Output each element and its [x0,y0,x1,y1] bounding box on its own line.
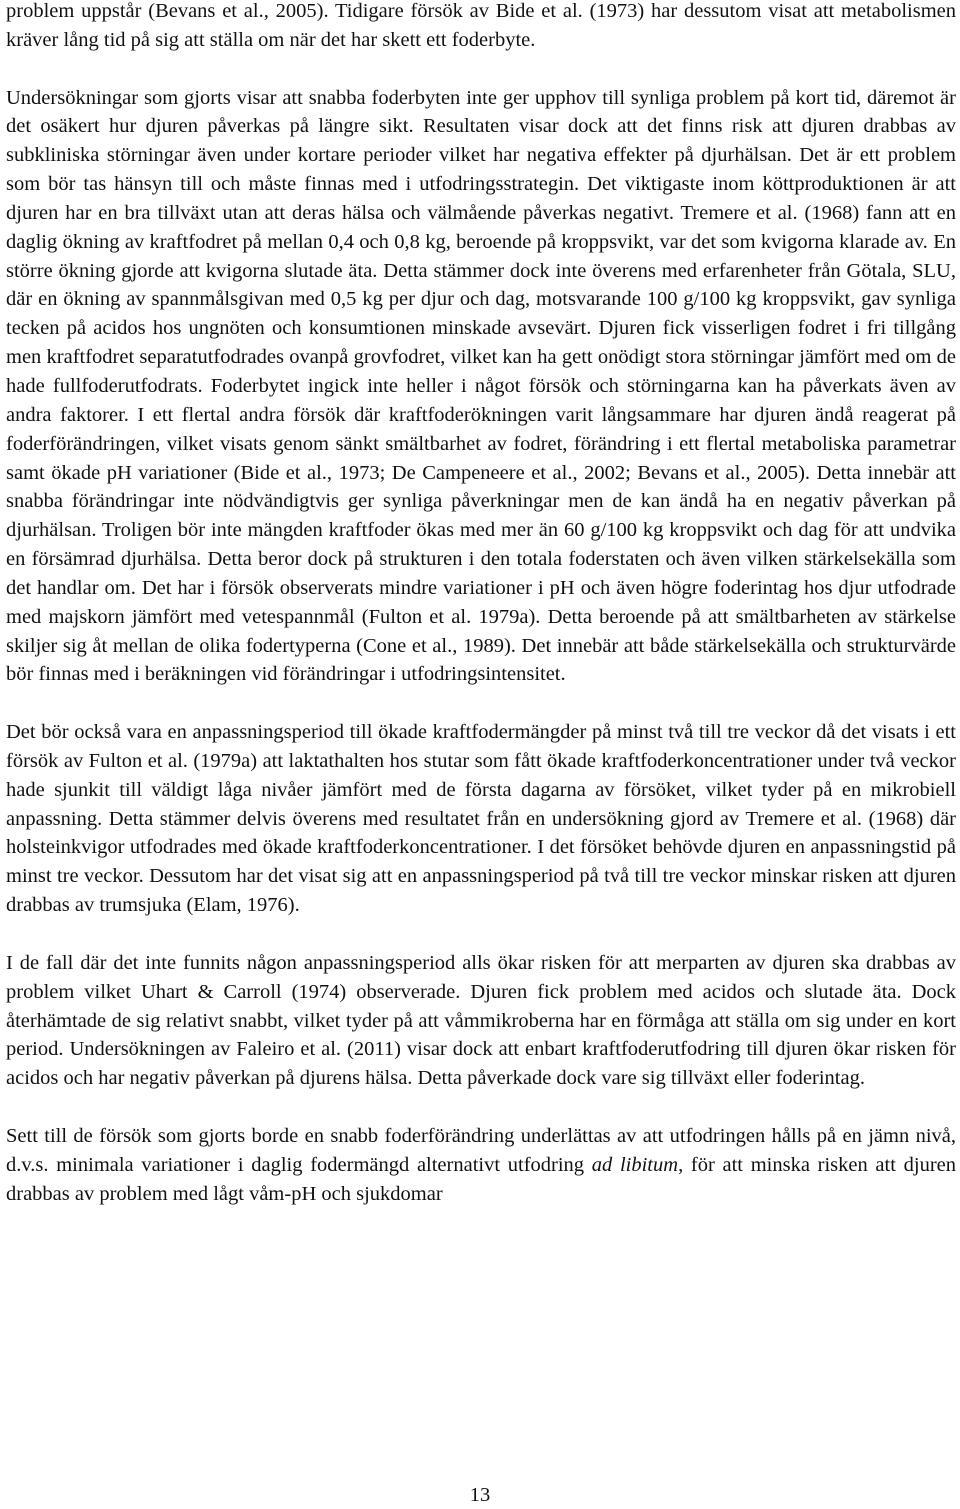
document-page [6,0,956,1208]
paragraph [6,718,956,920]
paragraph [6,1122,956,1209]
paragraph-text: Undersökningar som gjorts visar att snabba foderbyten inte ger upphov till synliga problem på kort tid, däremot är det osäkert hur djuren påverkas på längre sikt. Resultaten visar dock att det finns risk att djuren drabbas av subkliniska störningar även under kortare perioder vilket har negativa effekter på djurhälsan. Det är ett problem som bör tas hänsyn till och måste finnas med i utfodringsstrategin. Det viktigaste inom köttproduktionen är att djuren har en bra tillväxt utan att deras hälsa och välmående påverkas negativt. Tremere et al. (1968) fann att en daglig ökning av kraftfodret på mellan 0,4 och 0,8 kg, beroende på kroppsvikt, var det som kvigorna klarade av. En större ökning gjorde att kvigorna slutade äta. Detta stämmer dock inte överens med erfarenheter från Götala, SLU, där en ökning av spannmålsgivan med 0,5 kg per djur och dag, motsvarande 100 g/100 kg kroppsvikt, gav synliga tecken på acidos hos ungnöten och konsumtionen minskade avsevärt. Djuren fick visserligen fodret i fri tillgång men kraftfodret separatutfodrades ovanpå grovfodret, vilket kan ha gett onödigt stora störningar jämfört med om de hade fullfoderutfodrats. Foderbytet ingick inte heller i något försök och störningarna kan ha påverkats även av andra faktorer. I ett flertal andra försök där kraftfoderökningen varit långsammare har djuren ändå reagerat på foderförändringen, vilket visats genom sänkt smältbarhet av fodret, förändring i ett flertal metaboliska parametrar samt ökade pH variationer (Bide et al., 1973; De Campeneere et al., 2002; Bevans et al., 2005). Detta innebär att snabba förändringar inte nödvändigtvis ger synliga påverkningar men de kan ändå ha en negativ påverkan på djurhälsan. Troligen bör inte mängden kraftfoder ökas med mer än 60 g/100 kg kroppsvikt och dag för att undvika en försämrad djurhälsa. Detta beror dock på strukturen i den totala foderstaten och även vilken stärkelsekälla som det handlar om. Det har i försök observerats mindre variationer i pH och även högre foderintag hos djur utfodrade med majskorn jämfört med vetespannmål (Fulton et al. 1979a). Detta beroende på att smältbarheten av stärkelse skiljer sig åt mellan de olika fodertyperna (Cone et al., 1989). Det innebär att både stärkelsekälla och strukturvärde bör finnas med i beräkningen vid förändringar i utfodringsintensitet. [6,86,956,686]
paragraph [6,84,956,690]
paragraph [6,0,956,55]
italic-term: ad libitum [591,1153,679,1176]
paragraph-text: , för att minska risken att djuren drabbas av problem med lågt våm-pH och sjukdomar [6,1153,956,1205]
paragraph-gap [6,920,956,949]
paragraph-text: problem uppstår (Bevans et al., 2005). Tidigare försök av Bide et al. (1973) har dessutom visat att metabolismen kräver lång tid på sig att ställa om när det har skett ett foderbyte. [6,0,956,51]
page-number: 13 [469,1484,491,1506]
paragraph-gap [6,689,956,718]
paragraph-text: Det bör också vara en anpassningsperiod till ökade kraftfodermängder på minst två till tre veckor då det visats i ett försök av Fulton et al. (1979a) att laktathalten hos stutar som fått ökade kraftfoderkoncentrationer under två veckor hade sjunkit till väldigt låga nivåer jämfört med de första dagarna av försöket, vilket tyder på en mikrobiell anpassning. Detta stämmer delvis överens med resultatet från en undersökning gjord av Tremere et al. (1968) där holsteinkvigor utfodrades med ökade kraftfoderkoncentrationer. I det försöket behövde djuren en anpassningstid på minst tre veckor. Dessutom har det visat sig att en anpassningsperiod på två till tre veckor minskar risken att djuren drabbas av trumsjuka (Elam, 1976). [6,721,956,917]
paragraph [6,949,956,1093]
paragraph-gap [6,1093,956,1122]
paragraph-text: Sett till de försök som gjorts borde en snabb foderförändring underlättas av att utfodringen hålls på en jämn nivå, d.v.s. minimala variationer i daglig fodermängd alternativt utfodring [6,1124,956,1176]
paragraph-text: I de fall där det inte funnits någon anpassningsperiod alls ökar risken för att merparten av djuren ska drabbas av problem vilket Uhart & Carroll (1974) observerade. Djuren fick problem med acidos och slutade äta. Dock återhämtade de sig relativt snabbt, vilket tyder på att våmmikroberna har en förmåga att ställa om sig under en kort period. Undersökningen av Faleiro et al. (2011) visar dock att enbart kraftfoderutfodring till djuren ökar risken för acidos och har negativ påverkan på djurens hälsa. Detta påverkade dock vare sig tillväxt eller foderintag. [6,951,956,1090]
paragraph-gap [6,55,956,84]
